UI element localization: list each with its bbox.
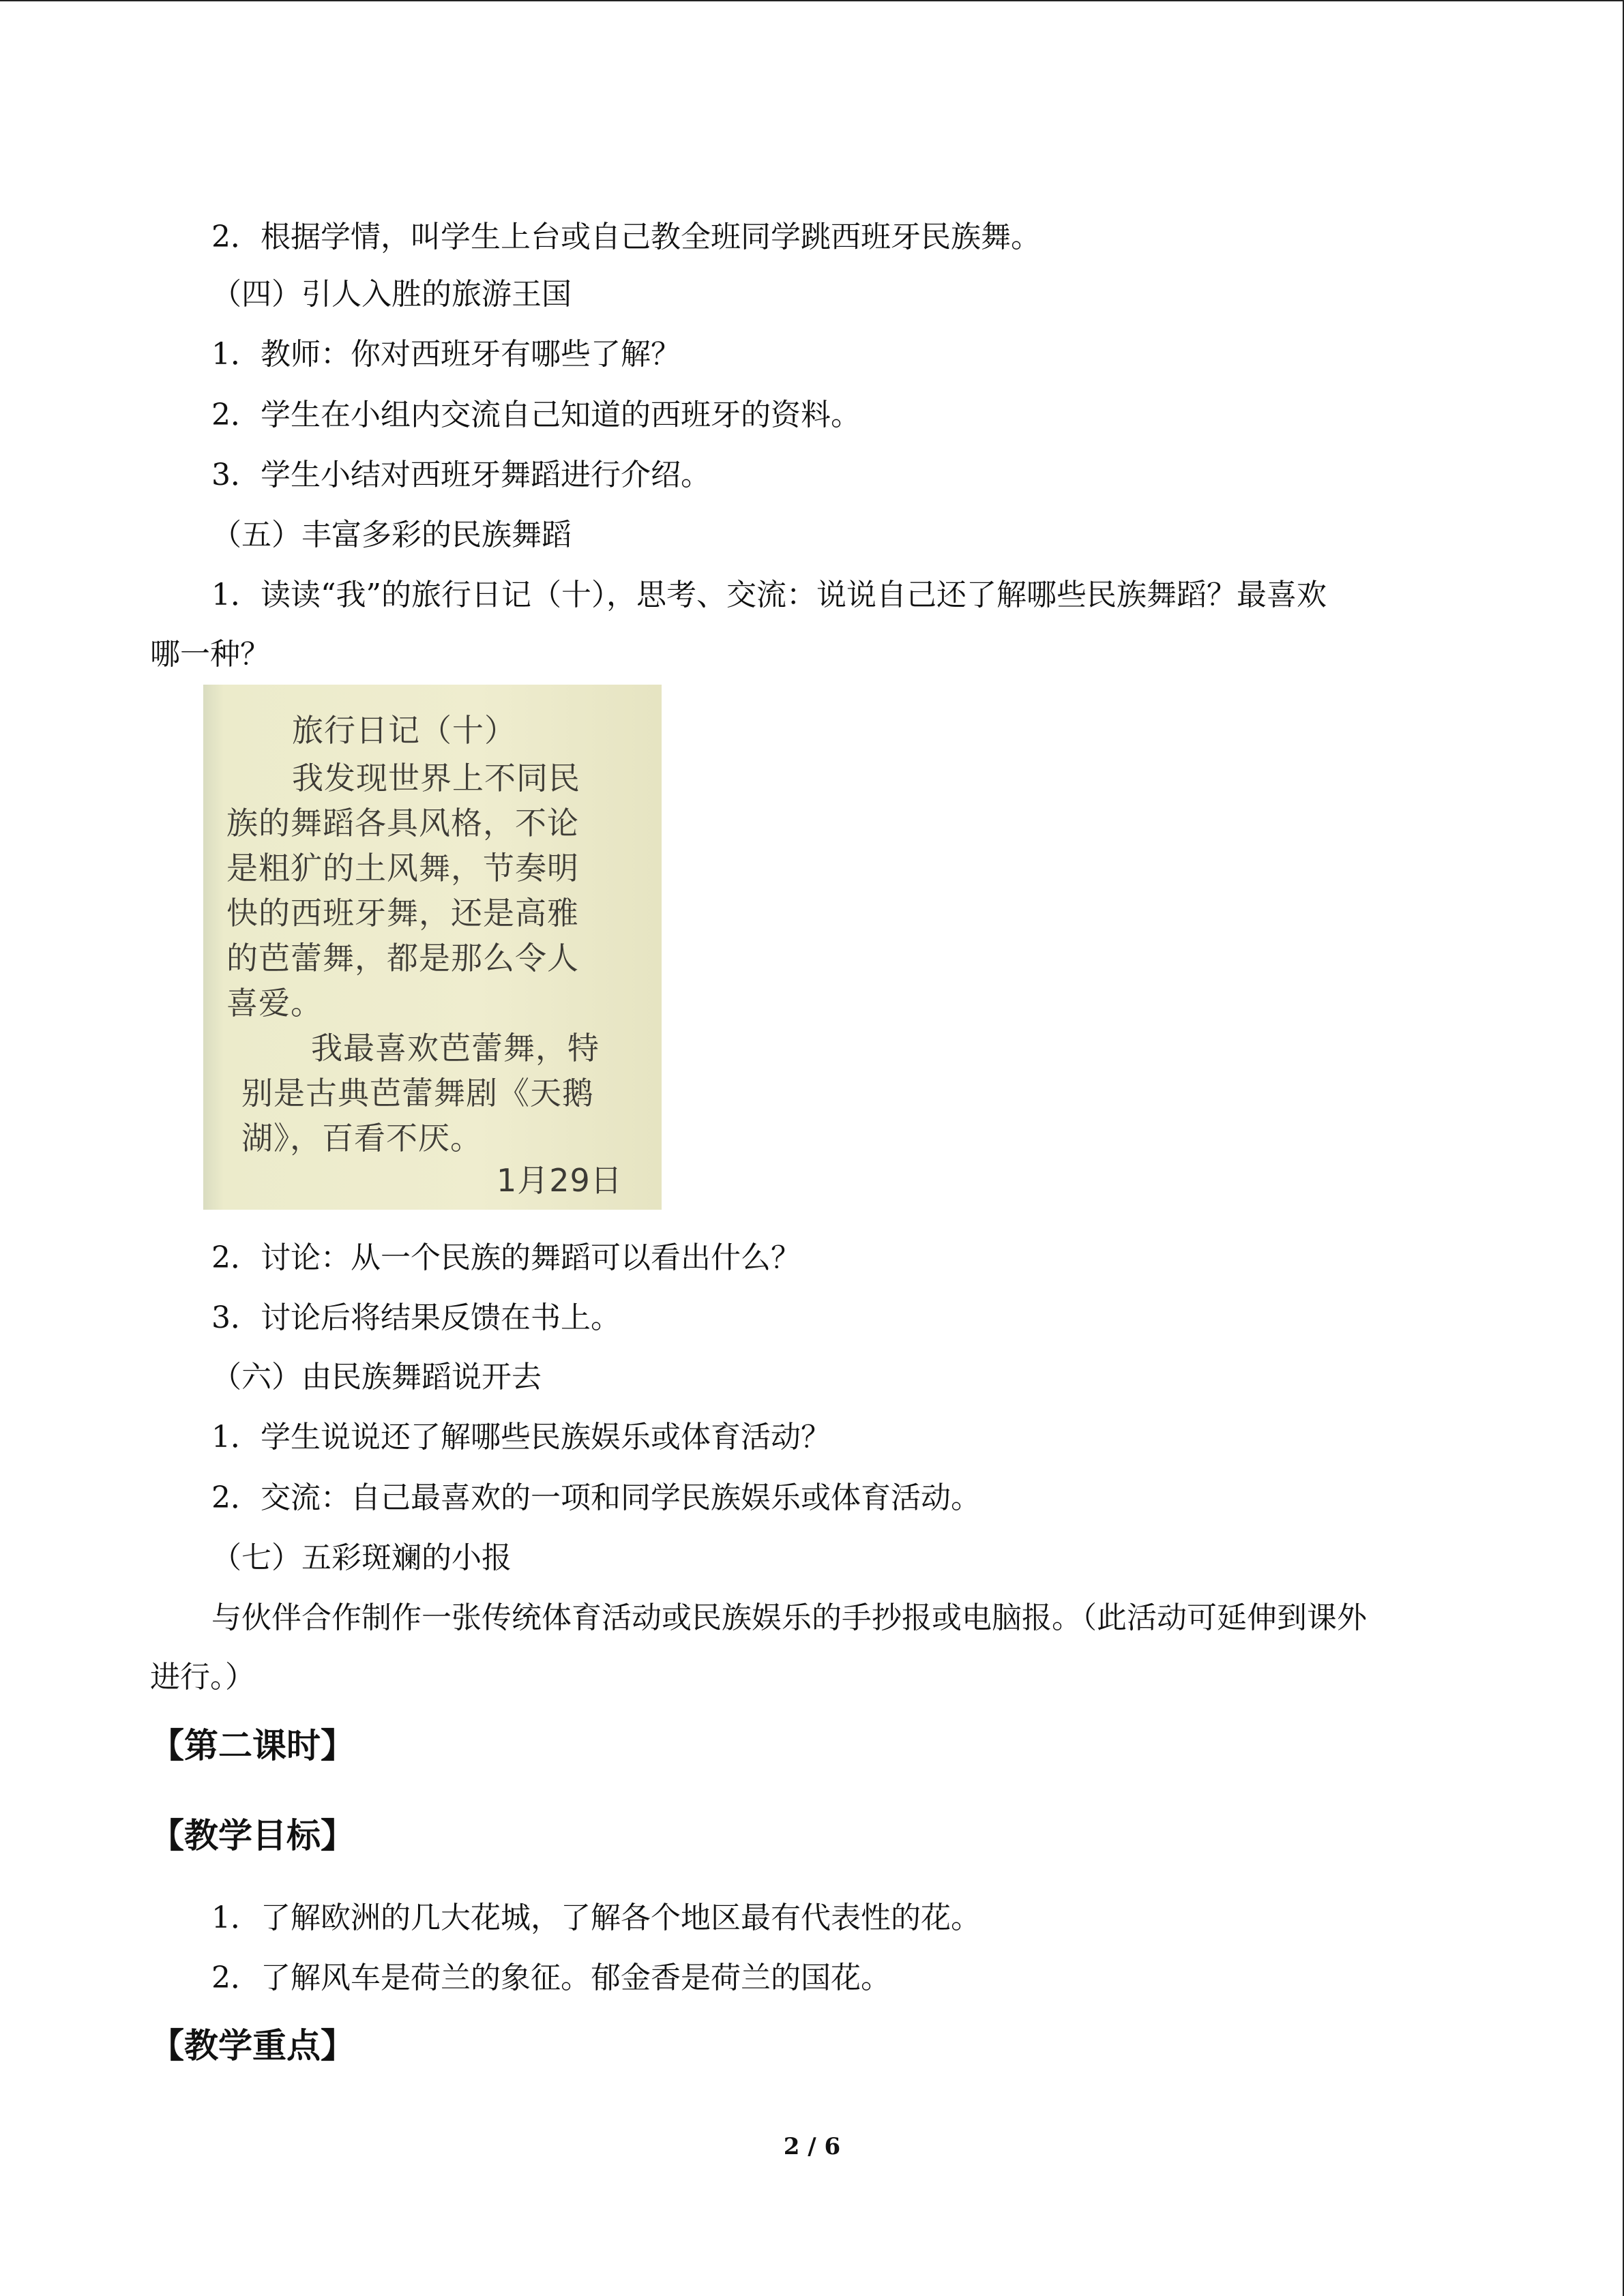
text-line: 1．学生说说还了解哪些民族娱乐或体育活动？ [211,1420,831,1455]
heading-teaching-goals: 【教学目标】 [150,1815,355,1855]
diary-line: 湖》，百看不厌。 [241,1120,482,1157]
text-line: 与伙伴合作制作一张传统体育活动或民族娱乐的手抄报或电脑报。（此活动可延伸到课外 [211,1600,1367,1635]
text-line: 进行。） [150,1660,255,1695]
diary-line: 快的西班牙舞，还是高雅 [226,895,579,931]
diary-line: 喜爱。 [226,985,323,1022]
text-line: 2．了解风车是荷兰的象征。郁金香是荷兰的国花。 [211,1960,891,1995]
text-line: 1．了解欧洲的几大花城，了解各个地区最有代表性的花。 [211,1900,981,1935]
heading-second-lesson: 【第二课时】 [150,1725,355,1765]
diary-line: 我发现世界上不同民 [292,760,580,796]
section-title: （六）由民族舞蹈说开去 [211,1360,542,1395]
text-line: 2．学生在小组内交流自己知道的西班牙的资料。 [211,398,861,432]
diary-line: 是粗犷的土风舞，节奏明 [226,850,579,886]
heading-teaching-focus: 【教学重点】 [150,2025,355,2066]
text-line: 3．学生小结对西班牙舞蹈进行介绍。 [211,458,711,492]
section-title: （五）丰富多彩的民族舞蹈 [211,518,572,552]
text-line: 1．读读“我”的旅行日记（十），思考、交流：说说自己还了解哪些民族舞蹈？最喜欢 [211,578,1327,612]
text-line: 3．讨论后将结果反馈在书上。 [211,1300,621,1335]
text-line: 2．根据学情，叫学生上台或自己教全班同学跳西班牙民族舞。 [211,220,1041,254]
page-top-border [0,0,1624,1]
diary-line: 我最喜欢芭蕾舞，特 [311,1030,600,1067]
page-number: 2 / 6 [783,2133,841,2160]
section-title: （七）五彩斑斓的小报 [211,1540,512,1575]
text-line: 2．讨论：从一个民族的舞蹈可以看出什么？ [211,1240,801,1275]
diary-title: 旅行日记（十） [292,712,516,749]
travel-diary-image [203,685,662,1210]
diary-date: 1月29日 [497,1162,623,1199]
section-title: （四）引人入胜的旅游王国 [211,277,572,312]
text-line: 哪一种？ [150,637,270,672]
text-line: 1．教师：你对西班牙有哪些了解？ [211,337,681,372]
diary-line: 的芭蕾舞，都是那么令人 [226,940,579,976]
diary-line: 别是古典芭蕾舞剧《天鹅 [241,1075,594,1112]
diary-line: 族的舞蹈各具风格，不论 [226,805,579,841]
text-line: 2．交流：自己最喜欢的一项和同学民族娱乐或体育活动。 [211,1480,981,1515]
